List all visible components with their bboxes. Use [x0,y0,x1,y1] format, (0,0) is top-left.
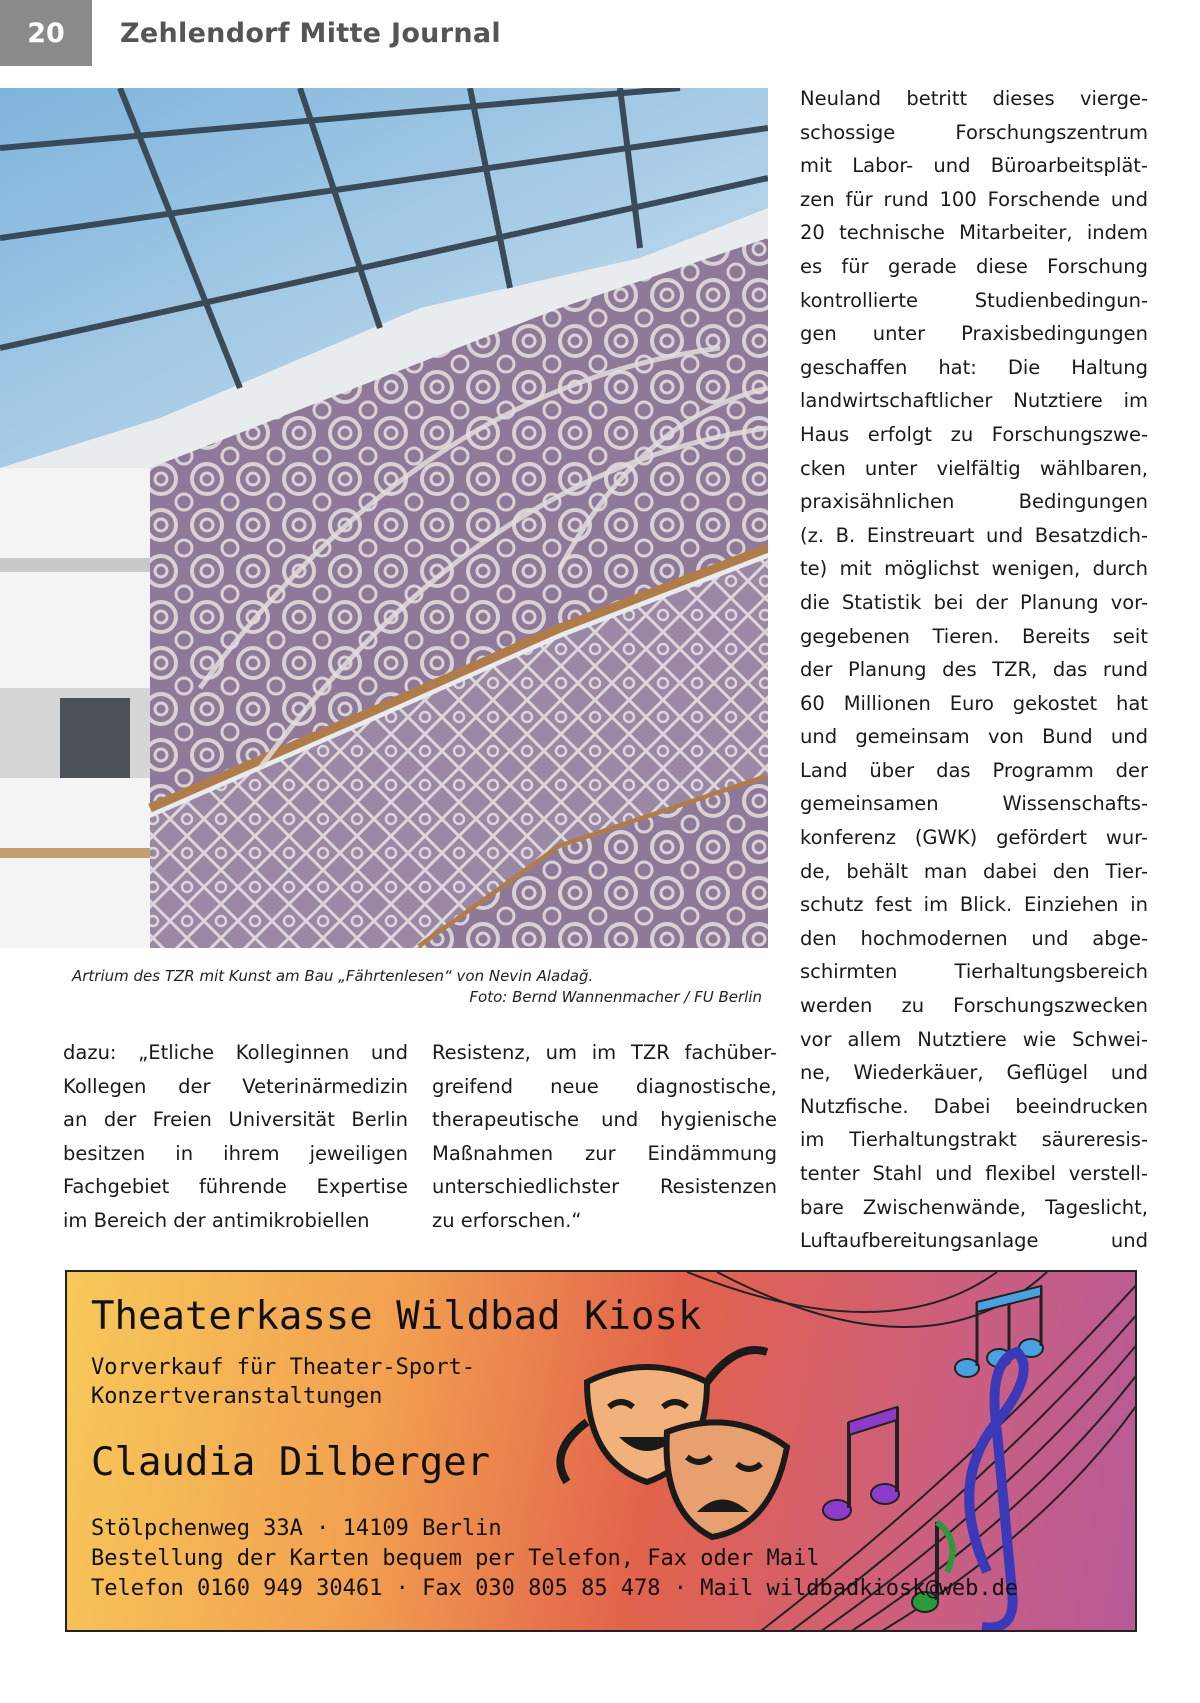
page-number: 20 [0,0,92,66]
ad-owner-name: Claudia Dilberger [91,1440,491,1485]
article-column-1 [63,1036,408,1238]
article-line: bare Zwischenwände, Tageslicht, [800,1195,1148,1219]
article-line: die Statistik bei der Planung vor- [800,590,1148,614]
article-line: im Tierhaltungstrakt säureresis- [800,1128,1148,1152]
ad-address: Stölpchenweg 33A · 14109 Berlin [91,1516,502,1541]
article-line: zu erforschen.“ [432,1208,582,1232]
article-line: schutz fest im Blick. Einziehen in [800,893,1148,917]
theater-ad [65,1270,1137,1632]
article-column-3 [800,82,1148,1258]
article-line: an der Freien Universität Berlin [63,1108,408,1132]
article-line: es für gerade diese Forschung [800,254,1148,278]
article-line: cken unter vielfältig wählbaren, [800,456,1148,480]
article-line: besitzen in ihrem jeweiligen [63,1141,408,1165]
ad-contact-info[interactable]: Telefon 0160 949 30461 · Fax 030 805 85 478 · Mail wildbadkiosk@web.de [91,1576,1019,1601]
article-line: 20 technische Mitarbeiter, indem [800,221,1148,245]
article-line: te) mit möglichst wenigen, durch [800,557,1148,581]
article-line: 60 Millionen Euro gekostet hat [800,691,1148,715]
article-line: werden zu Forschungszwecken [800,994,1148,1018]
article-line: Haus erfolgt zu Forschungszwe- [800,422,1148,446]
article-line: Neuland betritt dieses vierge- [800,87,1148,110]
article-line: Land über das Programm der [800,758,1148,782]
article-line: landwirtschaftlicher Nutztiere im [800,389,1148,413]
article-line: Fachgebiet führende Expertise [63,1175,408,1199]
article-line: der Planung des TZR, das rund [800,658,1148,682]
article-line: greifend neue diagnostische, [432,1074,777,1098]
article-line: Resistenz, um im TZR fachüber- [432,1041,777,1064]
article-line: gemeinsamen Wissenschafts- [800,792,1148,816]
article-line: gen unter Praxisbedingungen [800,322,1148,346]
article-line: konferenz (GWK) gefördert wur- [800,826,1148,850]
article-line: gegebenen Tieren. Bereits seit [800,624,1148,648]
article-line: geschaffen hat: Die Haltung [800,355,1148,379]
atrium-photo [0,88,768,948]
photo-credit: Foto: Bernd Wannenmacher / FU Berlin [469,988,762,1006]
ad-order-info: Bestellung der Karten bequem per Telefon, Fax oder Mail [91,1546,820,1571]
article-line: praxisähnlichen Bedingungen [800,490,1148,514]
article-line: den hochmodernen und abge- [800,926,1148,950]
ad-subtitle-line-2: Konzertveranstaltungen [91,1384,383,1409]
article-line: Luftaufbereitungsanlage und [800,1229,1148,1253]
article-column-2 [432,1036,777,1238]
article-line: schossige Forschungszentrum [800,120,1148,144]
article-line: unterschiedlichster Resistenzen [432,1175,777,1199]
article-line: mit Labor- und Büroarbeitsplät- [800,154,1148,178]
article-line: Nutzfische. Dabei beeindrucken [800,1094,1148,1118]
article-line: therapeutische und hygienische [432,1108,777,1132]
article-line: zen für rund 100 Forschende und [800,187,1148,211]
photo-caption [72,966,762,1008]
article-line: kontrollierte Studienbedingun- [800,288,1148,312]
article-line: Kollegen der Veterinärmedizin [63,1074,408,1098]
article-line: schirmten Tierhaltungsbereich [800,960,1148,984]
article-line: vor allem Nutztiere wie Schwei- [800,1027,1148,1051]
article-line: Maßnahmen zur Eindämmung [432,1141,777,1165]
article-line: de, behält man dabei den Tier- [800,859,1148,883]
article-line: dazu: „Etliche Kolleginnen und [63,1041,408,1064]
ad-subtitle-line-1: Vorverkauf für Theater-Sport- [91,1355,476,1380]
article-line: und gemeinsam von Bund und [800,725,1148,749]
article-line: ne, Wiederkäuer, Geflügel und [800,1061,1148,1085]
journal-title: Zehlendorf Mitte Journal [120,18,501,49]
caption-text: Artrium des TZR mit Kunst am Bau „Fährtenlesen“ von Nevin Aladağ. [72,967,594,985]
theater-masks-icon [560,1350,787,1537]
article-line: (z. B. Einstreuart und Besatzdich- [800,523,1148,547]
ad-title: Theaterkasse Wildbad Kiosk [91,1294,702,1339]
article-line: im Bereich der antimikrobiellen [63,1208,370,1232]
article-line: tenter Stahl und flexibel verstell- [800,1162,1148,1185]
